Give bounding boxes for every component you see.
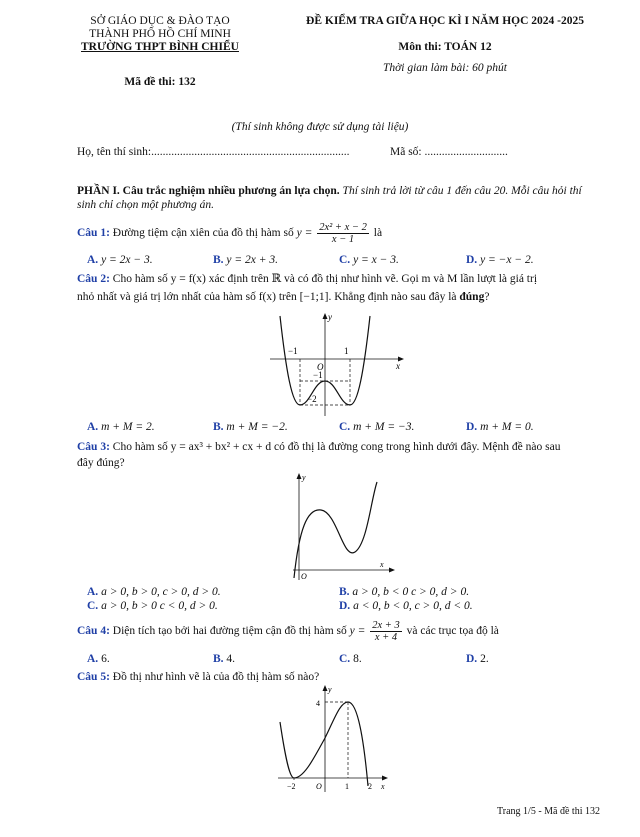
q3-line1: Cho hàm số y = ax³ + bx² + cx + d có đồ thị là đường cong trong hình dưới đây. Mệnh đề nào sau [112, 441, 561, 453]
q1-label: Câu 1: [77, 227, 110, 240]
q3-label: Câu 3: [77, 441, 110, 453]
q5-graph [272, 682, 397, 794]
q5-tick-2: 2 [368, 782, 372, 791]
q5-label: Câu 5: [77, 671, 110, 683]
q3-x-label: x [380, 560, 384, 569]
q3-option-b[interactable]: B. a > 0, b < 0 c > 0, d > 0. [339, 586, 470, 598]
q3-option-c[interactable]: C. a > 0, b > 0 c < 0, d > 0. [87, 600, 218, 612]
q1-func-lhs: y = [296, 227, 313, 240]
q4-suffix: và các trục tọa độ là [406, 625, 499, 638]
q2-tick-y-minus2: −2 [307, 394, 317, 404]
q2-label: Câu 2: [77, 273, 110, 285]
q5-tick-1: 1 [345, 782, 349, 791]
q4-fraction [370, 620, 402, 643]
q5-origin: O [316, 782, 322, 791]
student-id-line: Mã số: ............................. [390, 146, 508, 158]
q4-option-d[interactable]: D. 2. [466, 653, 489, 665]
notice: (Thí sinh không được sử dụng tài liệu) [231, 121, 409, 133]
q2-option-c[interactable]: C. m + M = −3. [339, 421, 415, 433]
q4-numerator: 2x + 3 [372, 620, 400, 631]
q1-text: Đường tiệm cận xiên của đồ thị hàm số [112, 227, 294, 240]
q2-line1: Cho hàm số y = f(x) xác định trên ℝ và có đồ thị như hình vẽ. Gọi m và M lần lượt là giá trị [112, 273, 538, 285]
page-footer: Trang 1/5 - Mã đề thi 132 [497, 806, 600, 817]
part1-title: PHẦN I. Câu trắc nghiệm nhiều phương án lựa chọn. [77, 185, 340, 197]
q1-numerator: 2x² + x − 2 [319, 222, 367, 233]
q5-y-label: y [328, 685, 332, 694]
q5-x-label: x [381, 782, 385, 791]
q2-x-label: x [396, 361, 400, 371]
subject: Môn thi: TOÁN 12 [398, 41, 492, 53]
q1-suffix: là [373, 227, 383, 240]
dept-line-2: THÀNH PHỐ HỒ CHÍ MINH [89, 28, 231, 40]
q2-option-d[interactable]: D. m + M = 0. [466, 421, 534, 433]
part1-desc: Thí sinh trả lời từ câu 1 đến câu 20. Mỗi câu hỏi thí sinh chỉ chọn một phương án. [77, 185, 582, 211]
exam-title: ĐỀ KIỂM TRA GIỮA HỌC KÌ I NĂM HỌC 2024 -2025 [306, 15, 584, 27]
dept-line-1: SỞ GIÁO DỤC & ĐÀO TẠO [90, 15, 230, 27]
q4-option-a[interactable]: A. 6. [87, 653, 110, 665]
q4-denominator: x + 4 [374, 632, 398, 643]
student-name-line: Họ, tên thí sinh:..................................................................... [77, 146, 350, 158]
q1-option-a[interactable]: A. y = 2x − 3. [87, 254, 153, 266]
question-2 [77, 272, 597, 286]
q1-fraction [317, 222, 369, 245]
q2-graph [262, 310, 412, 420]
q4-text: Diện tích tạo bởi hai đường tiệm cận đồ thị hàm số [112, 625, 347, 638]
part1-heading [77, 184, 587, 212]
q3-y-label: y [302, 473, 306, 482]
question-3 [77, 440, 597, 454]
duration: Thời gian làm bài: 60 phút [382, 62, 508, 74]
q4-func-lhs: y = [349, 625, 366, 638]
q1-option-b[interactable]: B. y = 2x + 3. [213, 254, 279, 266]
q2-option-a[interactable]: A. m + M = 2. [87, 421, 155, 433]
question-4 [77, 620, 597, 643]
q1-denominator: x − 1 [331, 234, 355, 245]
q2-origin: O [317, 362, 324, 372]
q4-option-c[interactable]: C. 8. [339, 653, 362, 665]
q4-option-b[interactable]: B. 4. [213, 653, 236, 665]
q5-tick-4: 4 [316, 699, 320, 708]
q5-text: Đồ thị như hình vẽ là của đồ thị hàm số nào? [112, 671, 320, 683]
q4-label: Câu 4: [77, 625, 110, 638]
q2-tick-1: 1 [344, 346, 349, 356]
q2-line-2: nhỏ nhất và giá trị lớn nhất của hàm số f(x) trên [−1;1]. Khẳng định nào sau đây là đúng? [77, 291, 490, 303]
q3-graph [285, 470, 400, 582]
q3-option-d[interactable]: D. a < 0, b < 0, c > 0, d < 0. [339, 600, 473, 612]
q3-option-a[interactable]: A. a > 0, b > 0, c > 0, d > 0. [87, 586, 221, 598]
q2-tick-y-minus1: −1 [313, 370, 323, 380]
q1-option-d[interactable]: D. y = −x − 2. [466, 254, 534, 266]
school-name: TRƯỜNG THPT BÌNH CHIỂU [81, 41, 239, 53]
question-1 [77, 222, 597, 245]
q2-y-label: y [328, 312, 332, 322]
q5-tick-minus2: −2 [287, 782, 296, 791]
q3-line-2: đây đúng? [77, 457, 125, 469]
q1-option-c[interactable]: C. y = x − 3. [339, 254, 399, 266]
q2-option-b[interactable]: B. m + M = −2. [213, 421, 288, 433]
exam-code: Mã đề thi: 132 [124, 76, 196, 88]
q3-origin: O [301, 572, 307, 581]
q2-tick-minus1: −1 [288, 346, 298, 356]
